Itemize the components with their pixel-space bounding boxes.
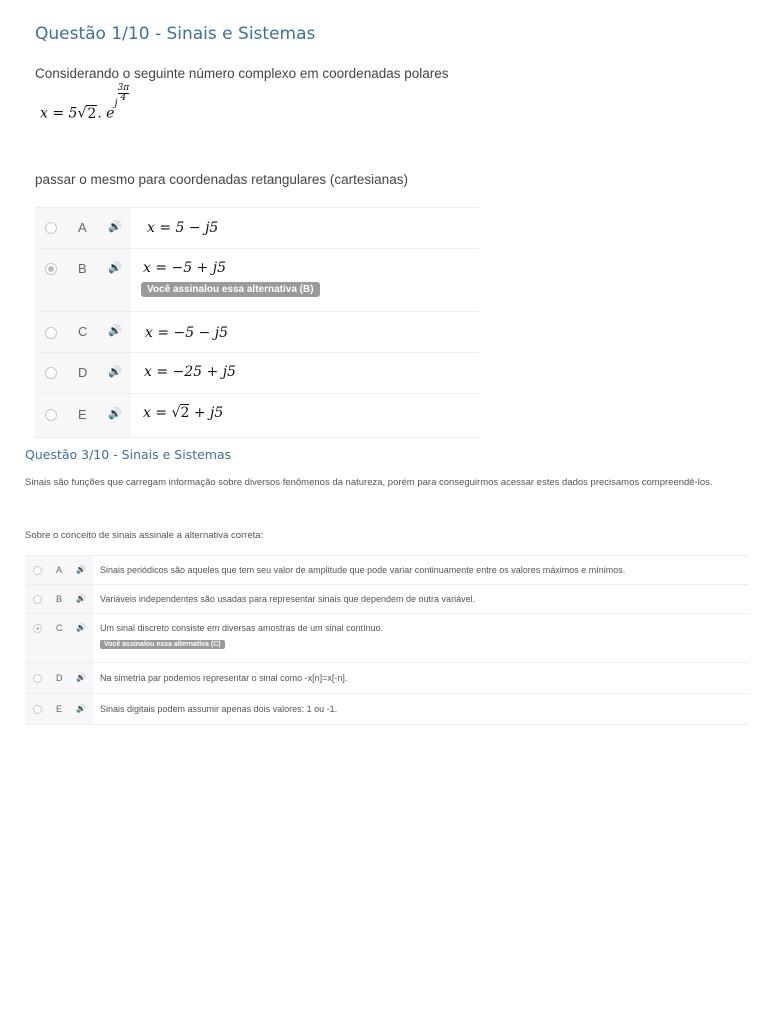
option-d[interactable]: [35, 352, 479, 393]
option-text: Variáveis independentes são usadas para representar sinais que dependem de outra variável.: [100, 594, 476, 604]
radio-icon[interactable]: [33, 674, 42, 683]
question-1-instruction: passar o mesmo para coordenadas retangulares (cartesianas): [35, 172, 408, 187]
option-a[interactable]: [35, 207, 479, 248]
option-expression: [143, 405, 223, 421]
radio-icon[interactable]: [45, 409, 57, 421]
option-c[interactable]: [25, 613, 749, 662]
option-controls: [25, 556, 93, 584]
radio-icon[interactable]: [33, 705, 42, 714]
formula-frac-num: 3π: [117, 83, 130, 93]
option-expression: x = 5 − j5: [147, 220, 219, 236]
formula-lhs: x = 5: [40, 105, 78, 122]
speaker-icon[interactable]: 🔊: [76, 704, 86, 713]
selected-badge: Você assinalou essa alternativa (B): [141, 282, 320, 297]
speaker-icon[interactable]: 🔊: [108, 221, 122, 233]
option-expression: x = −25 + j5: [144, 364, 236, 380]
expr-sqrt-arg: 2: [180, 405, 190, 421]
option-content: [131, 249, 479, 311]
option-controls: [35, 312, 131, 352]
option-content: [93, 694, 749, 724]
option-content: [131, 353, 479, 393]
option-content: [131, 394, 479, 437]
option-controls: [25, 614, 93, 662]
formula-mid: . e: [97, 105, 115, 122]
question-3-options: [25, 555, 749, 725]
expr-suffix: + j5: [189, 405, 224, 421]
option-content: [93, 663, 749, 693]
option-text: Sinais periódicos são aqueles que tem seu valor de amplitude que pode variar continuamente entre os valores máximos e mínimos.: [100, 565, 626, 575]
speaker-icon[interactable]: 🔊: [76, 673, 86, 682]
option-letter: D: [56, 673, 63, 683]
formula-exponent: [114, 83, 130, 109]
option-letter: B: [78, 261, 87, 276]
question-1-text: Considerando o seguinte número complexo em coordenadas polares: [35, 66, 449, 81]
radio-icon[interactable]: [33, 595, 42, 604]
radio-icon[interactable]: [33, 624, 42, 633]
option-letter: A: [78, 220, 87, 235]
option-controls: [35, 208, 131, 248]
speaker-icon[interactable]: 🔊: [76, 565, 86, 574]
option-controls: [35, 394, 131, 437]
option-e[interactable]: [35, 393, 479, 438]
speaker-icon[interactable]: 🔊: [76, 623, 86, 632]
option-content: [131, 208, 479, 248]
radio-icon[interactable]: [45, 327, 57, 339]
option-e[interactable]: [25, 693, 749, 725]
sqrt-symbol: √: [77, 105, 87, 122]
option-letter: D: [78, 365, 88, 380]
speaker-icon[interactable]: 🔊: [108, 366, 122, 378]
selected-badge: Você assinalou essa alternativa (C): [100, 640, 225, 649]
option-content: [93, 585, 749, 613]
option-letter: C: [78, 324, 88, 339]
option-letter: B: [56, 594, 63, 604]
question-3-title: Questão 3/10 - Sinais e Sistemas: [25, 447, 232, 462]
option-controls: [25, 585, 93, 613]
option-controls: [35, 353, 131, 393]
question-1-options: [35, 207, 479, 438]
option-a[interactable]: [25, 555, 749, 584]
option-controls: [35, 249, 131, 311]
speaker-icon[interactable]: 🔊: [108, 408, 122, 420]
formula-exp-prefix: j: [114, 98, 118, 109]
radio-icon[interactable]: [33, 566, 42, 575]
option-text: Sinais digitais podem assumir apenas dois valores: 1 ou -1.: [100, 704, 338, 714]
option-content: [93, 556, 749, 584]
option-expression: x = −5 + j5: [143, 260, 227, 276]
option-letter: A: [56, 565, 63, 575]
option-expression: x = −5 − j5: [145, 325, 229, 341]
question-3-text: Sinais são funções que carregam informação sobre diversos fenômenos da natureza, porém para conseguirmos acessar estes dados precisamos compreendê-los.: [25, 477, 713, 488]
option-c[interactable]: [35, 311, 479, 352]
option-text: Na simetria par podemos representar o sinal como -x[n]=x[-n].: [100, 673, 348, 683]
speaker-icon[interactable]: 🔊: [108, 262, 122, 274]
option-letter: E: [78, 407, 87, 422]
option-controls: [25, 694, 93, 724]
option-text: Um sinal discreto consiste em diversas amostras de um sinal contínuo.: [100, 623, 384, 633]
formula-frac-den: 4: [120, 93, 127, 103]
radio-icon[interactable]: [45, 263, 57, 275]
option-content: [93, 614, 749, 662]
option-letter: E: [56, 704, 63, 714]
speaker-icon[interactable]: 🔊: [76, 594, 86, 603]
sqrt-symbol: √: [171, 405, 181, 421]
option-content: [131, 312, 479, 352]
option-letter: C: [56, 623, 63, 633]
question-1-title: Questão 1/10 - Sinais e Sistemas: [35, 24, 316, 44]
speaker-icon[interactable]: 🔊: [108, 325, 122, 337]
option-b[interactable]: [25, 584, 749, 613]
expr-prefix: x =: [143, 405, 172, 421]
option-d[interactable]: [25, 662, 749, 693]
radio-icon[interactable]: [45, 222, 57, 234]
radio-icon[interactable]: [45, 367, 57, 379]
option-b[interactable]: [35, 248, 479, 311]
formula-fraction: [118, 84, 130, 103]
option-controls: [25, 663, 93, 693]
question-3-instruction: Sobre o conceito de sinais assinale a alternativa correta:: [25, 530, 264, 541]
formula-sqrt-arg: 2: [87, 105, 97, 122]
